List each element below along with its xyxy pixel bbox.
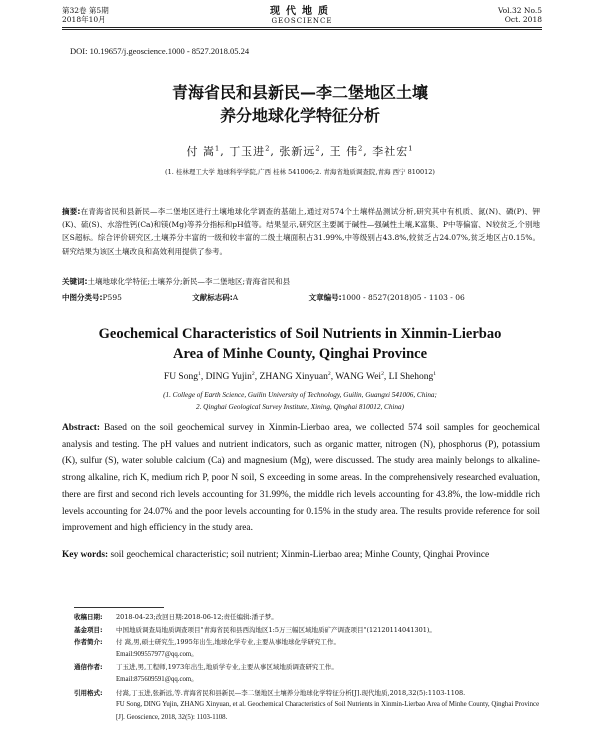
cn-author: 王 伟$^2$ <box>329 144 364 158</box>
doi: DOI: 10.19657/j.geoscience.1000 - 8527.2018.05.24 <box>70 46 250 56</box>
date-cn: 2018年10月 <box>62 15 106 24</box>
footnote-separator <box>74 607 164 608</box>
volume-issue-en: Vol.32 No.5 <box>497 6 542 15</box>
en-author: DING Yujin$^2$ <box>205 370 255 382</box>
en-title-line2: Area of Minhe County, Qinghai Province <box>172 346 428 362</box>
cn-abstract <box>62 205 540 258</box>
en-keywords-text: soil geochemical characteristic; soil nutrient; Xinmin-Lierbao area; Minhe County, Qinghai Province <box>110 550 490 560</box>
cn-title <box>40 81 560 127</box>
header-center <box>62 6 542 26</box>
en-abstract-text: Based on the soil geochemical survey in Xinmin-Lierbao area, we collected 574 soil samples for geochemical analysis and testing. The pH values and nutrient indicators, such as organic matter, nitrogen (N), phosphorus (P), potassium (K), sulfur (S), water soluble calcium (Ca) and magnesium (Mg), were discussed. The study area mainly belongs to alkaline-strong alkaline, rich K, medium rich P, poor N soil, S exceeding in some areas. In the comprehensively researched evaluation, there are first and second rich levels accounting for 31.99%, the middle rich levels accounting for 43.8%, the low-middle rich levels accounting for 24.07% and the poor levels accounting for 0.15% in the study area. The results provide reference for soil improvement and high efficiency in the study area. <box>62 423 541 534</box>
en-author: WANG Wei$^2$ <box>335 370 384 382</box>
en-author: LI Shehong$^1$ <box>388 370 437 382</box>
en-affiliation <box>40 389 560 413</box>
journal-name-cn: 现代地质 <box>270 6 334 17</box>
cn-author: 张新远$^2$ <box>279 144 321 158</box>
en-authors: FU Song$^1$, DING Yujin$^2$, ZHANG Xinyuan$^2$, WANG Wei$^2$, LI Shehong$^1$ <box>163 370 437 382</box>
article-number: 文章编号:1000 - 8527(2018)05 - 1103 - 06 <box>308 293 465 302</box>
en-title-line1: Geochemical Characteristics of Soil Nutrients in Xinmin-Lierbao <box>98 326 502 342</box>
document-code: 文献标志码:A <box>192 293 239 302</box>
en-author: FU Song$^1$ <box>163 370 201 382</box>
author-email: Email:909557977@qq.com。 <box>116 650 198 658</box>
corresponding-author: 通信作者: 丁玉进,男,工程师,1973年出生,地质学专业,主要从事区域地质调查研究工作。 <box>74 663 338 672</box>
en-keywords <box>62 547 540 564</box>
en-keywords-label: Key words: <box>62 550 109 560</box>
journal-name-en: GEOSCIENCE <box>271 17 333 25</box>
header-right <box>498 6 542 24</box>
cn-title-line1: 青海省民和县新民—李二堡地区土壤 <box>171 83 428 102</box>
header-rule-thin <box>62 29 542 30</box>
en-title <box>40 324 560 364</box>
corresponding-email: Email:875609591@qq.com。 <box>116 675 198 683</box>
cn-classification <box>62 292 540 303</box>
volume-issue-cn: 第32卷 第5期 <box>62 6 109 15</box>
running-header <box>62 6 542 28</box>
author-bio: 作者简介: 付 嵩,男,硕士研究生,1995年出生,地球化学专业,主要从事地球化学研究工作。 <box>74 638 340 647</box>
citation-en: FU Song, DING Yujin, ZHANG Xinyuan, et al. Geochemical Characteristics of Soil Nutrients in Xinmin-Lierbao Area of Minhe County, Qinghai Province [J]. Geoscience, 2018, 32(5): 1103-1108. <box>116 701 540 721</box>
cn-keywords-text: 土壤地球化学特征;土壤养分;新民—李二堡地区;青海省民和县 <box>87 277 291 286</box>
en-abstract-label: Abstract: <box>62 423 101 433</box>
cn-abstract-text: 在青海省民和县新民—李二堡地区进行土壤地球化学调查的基础上,通过对574个土壤样品测试分析,研究其中有机质、氮(N)、磷(P)、钾(K)、硫(S)、水溶性钙(Ca)和镁(Mg)等养分指标和pH值等。结果显示,研究区主要属于碱性—强碱性土壤,K富集、P中等偏富、N较贫乏,个别地区S超标。综合评价研究区,土壤养分丰富的一级和较丰富的二级土壤面积占31.99%,中等级别占43.8%,较贫乏占24.07%,贫乏地区占0.15%。研究结果为该区土壤改良和高效利用提供了参考。 <box>62 207 540 256</box>
en-author: ZHANG Xinyuan$^2$ <box>259 370 331 382</box>
date-en: Oct. 2018 <box>504 15 542 24</box>
cn-author: 李社宏$^1$ <box>372 144 414 158</box>
en-aff-line1: (1. College of Earth Science, Guilin University of Technology, Guilin, Guangxi 541006, China; <box>163 391 437 399</box>
footnotes <box>74 611 540 724</box>
cn-author: 丁玉进$^2$ <box>229 144 271 158</box>
en-abstract <box>62 420 540 537</box>
cn-keywords-label: 关键词: <box>62 277 88 286</box>
header-rule <box>62 27 542 28</box>
clc-number: 中图分类号:P595 <box>62 293 122 302</box>
cn-title-line2: 养分地球化学特征分析 <box>219 106 380 125</box>
citation-cn: 引用格式: 付嵩,丁玉进,张新远,等.青海省民和县新民—李二堡地区土壤养分地球化学特征分析[J].现代地质,2018,32(5):1103-1108. <box>74 688 466 697</box>
cn-author: 付 嵩$^1$ <box>186 144 221 158</box>
fund-project: 基金项目: 中国地质调查局地质调查项目"青海省民和县西沟地区1:5万三幅区域地质矿产调查项目"(12120114041301)。 <box>74 625 436 634</box>
cn-affiliation: (1. 桂林理工大学 地球科学学院,广西 桂林 541006;2. 青海省地质调查院,青海 西宁 810012) <box>165 168 435 176</box>
en-aff-line2: 2. Qinghai Geological Survey Institute, Xining, Qinghai 810012, China) <box>195 403 405 411</box>
received-date: 收稿日期: 2018-04-23;改回日期:2018-06-12;责任编辑:潘子梦。 <box>74 613 278 621</box>
cn-abstract-label: 摘要: <box>62 207 81 216</box>
cn-authors: 付 嵩$^1$, 丁玉进$^2$, 张新远$^2$, 王 伟$^2$, 李社宏$^1$ <box>186 144 414 158</box>
cn-keywords <box>62 276 540 287</box>
